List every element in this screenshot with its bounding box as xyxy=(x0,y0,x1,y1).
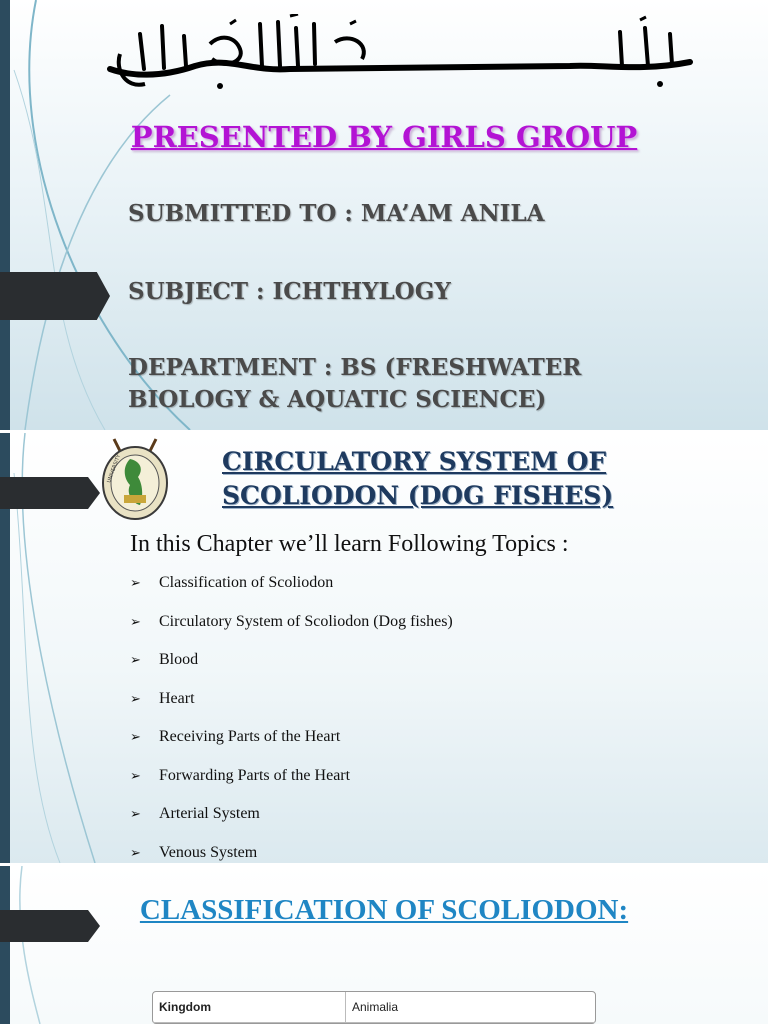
arrow-bullet-icon: ➢ xyxy=(130,575,141,590)
subject-text: SUBJECT : ICHTHYLOGY xyxy=(128,278,451,305)
department-text xyxy=(128,352,748,416)
arrow-tab xyxy=(0,477,100,509)
list-item: ➢ Classification of Scoliodon xyxy=(130,574,334,591)
bismillah-calligraphy-icon xyxy=(100,14,704,94)
table-cell-key: Kingdom xyxy=(153,992,346,1023)
topics-intro: In this Chapter we’ll learn Following Topics : xyxy=(130,531,569,557)
arrow-bullet-icon: ➢ xyxy=(130,729,141,744)
submitted-to-text: SUBMITTED TO : MA’AM ANILA xyxy=(128,200,545,227)
topics-list xyxy=(130,573,453,863)
classification-table xyxy=(152,991,596,1024)
arrow-bullet-icon: ➢ xyxy=(130,613,141,629)
list-item: ➢ Circulatory System of Scoliodon (Dog fishes) xyxy=(130,612,453,630)
arrow-bullet-icon: ➢ xyxy=(130,844,141,860)
department-line-1: DEPARTMENT : BS (FRESHWATER xyxy=(128,354,582,381)
list-item: ➢ Blood xyxy=(130,651,199,668)
chapter-title-line-1: CIRCULATORY SYSTEM OF xyxy=(222,447,607,476)
list-item: ➢ Receiving Parts of the Heart xyxy=(130,728,341,745)
list-item: ➢ Venous System xyxy=(130,843,258,861)
presented-by-heading: PRESENTED BY GIRLS GROUP xyxy=(130,120,638,154)
list-item: ➢ Forwarding Parts of the Heart xyxy=(130,766,351,784)
arrow-bullet-icon: ➢ xyxy=(130,690,141,706)
slide-classification xyxy=(0,866,768,1024)
table-row xyxy=(153,992,595,1023)
classification-heading: CLASSIFICATION OF SCOLIODON: xyxy=(139,894,629,926)
list-item: ➢ Arterial System xyxy=(130,805,260,822)
chapter-title xyxy=(222,445,742,513)
svg-text:UNIVERSITY: UNIVERSITY xyxy=(106,453,123,484)
slide-topics xyxy=(0,433,768,863)
department-line-2: BIOLOGY & AQUATIC SCIENCE) xyxy=(128,386,547,413)
arrow-bullet-icon: ➢ xyxy=(130,767,141,783)
left-accent-bar xyxy=(0,0,10,430)
arrow-tab xyxy=(0,272,110,320)
slide-title xyxy=(0,0,768,430)
table-cell-value: Animalia xyxy=(346,992,595,1023)
chapter-title-line-2: SCOLIODON (DOG FISHES) xyxy=(222,481,614,510)
university-logo-icon xyxy=(100,433,170,523)
arrow-bullet-icon: ➢ xyxy=(130,652,141,667)
list-item: ➢ Heart xyxy=(130,689,195,707)
left-accent-bar xyxy=(0,866,10,1024)
arrow-bullet-icon: ➢ xyxy=(130,806,141,821)
